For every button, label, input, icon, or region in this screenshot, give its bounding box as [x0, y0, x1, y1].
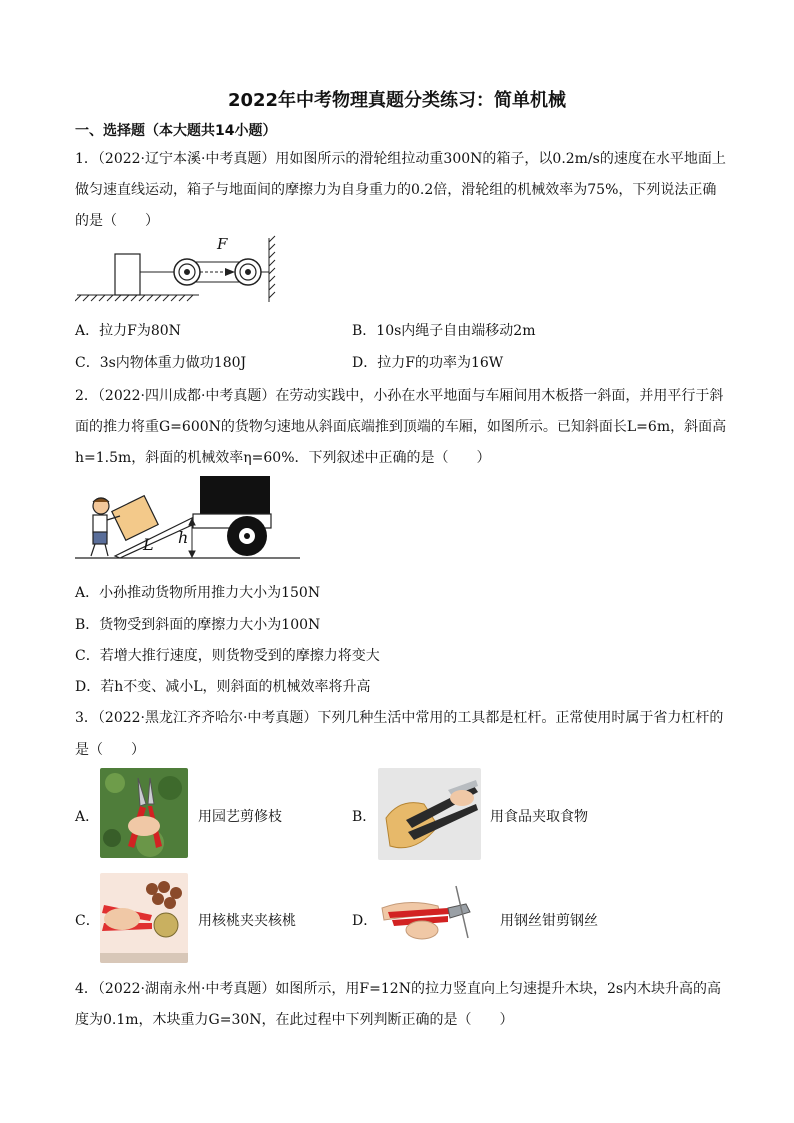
q3-line-2: 是（ ） [75, 742, 145, 758]
q1-line-3: 的是（ ） [75, 213, 159, 229]
q3-option-b-letter[interactable]: B． [352, 809, 377, 825]
garden-shears-image[interactable] [100, 768, 188, 858]
q1-line-1: 1．（2022·辽宁本溪·中考真题）用如图所示的滑轮组拉动重300N的箱子，以0.2m/s的速度在水平地面上 [75, 151, 726, 167]
incline-figure [75, 470, 305, 570]
section-heading: 一、选择题（本大题共14小题） [75, 123, 277, 139]
q2-option-d[interactable]: D．若h不变、减小L，则斜面的机械效率将升高 [75, 679, 371, 695]
q3-option-a-text: 用园艺剪修枝 [198, 809, 282, 825]
length-label: L [143, 535, 154, 554]
q2-option-a[interactable]: A．小孙推动货物所用推力大小为150N [75, 585, 321, 601]
q1-line-2: 做匀速直线运动，箱子与地面间的摩擦力为自身重力的0.2倍，滑轮组的机械效率为75%，下列说法正确 [75, 182, 717, 198]
truck [193, 476, 271, 556]
q1-option-b[interactable]: B．10s内绳子自由端移动2m [352, 323, 536, 339]
force-label: F [217, 235, 228, 253]
box [115, 254, 140, 295]
q3-option-d-text: 用钢丝钳剪钢丝 [500, 913, 598, 929]
person [91, 498, 120, 556]
q3-option-c-text: 用核桃夹夹核桃 [198, 913, 296, 929]
q1-option-c[interactable]: C．3s内物体重力做功180J [75, 355, 247, 371]
q2-line-3: h=1.5m，斜面的机械效率η=60%．下列叙述中正确的是（ ） [75, 450, 491, 466]
food-tongs-image[interactable] [378, 768, 481, 860]
q2-option-c[interactable]: C．若增大推行速度，则货物受到的摩擦力将变大 [75, 648, 380, 664]
fixed-pulley [235, 259, 261, 285]
q3-option-a-letter[interactable]: A． [75, 809, 100, 825]
q1-option-d[interactable]: D．拉力F的功率为16W [352, 355, 504, 371]
pulley-figure [75, 232, 285, 304]
cargo-box [112, 496, 158, 541]
q4-line-2: 度为0.1m，木块重力G=30N，在此过程中下列判断正确的是（ ） [75, 1012, 514, 1028]
ground-hatch [75, 295, 199, 301]
q3-line-1: 3．（2022·黑龙江齐齐哈尔·中考真题）下列几种生活中常用的工具都是杠杆。正常使用时属于省力杠杆的 [75, 710, 724, 726]
q3-option-d-letter[interactable]: D． [352, 913, 378, 929]
q3-option-b-text: 用食品夹取食物 [490, 809, 588, 825]
height-marker [189, 519, 195, 557]
q2-line-2: 面的推力将重G=600N的货物匀速地从斜面底端推到顶端的车厢，如图所示。已知斜面长L=6m，斜面高 [75, 419, 727, 435]
wall-hatch [269, 236, 275, 302]
q2-option-b[interactable]: B．货物受到斜面的摩擦力大小为100N [75, 617, 321, 633]
q3-option-c-letter[interactable]: C． [75, 913, 100, 929]
force-arrow [225, 268, 235, 276]
page-title: 2022年中考物理真题分类练习：简单机械 [227, 90, 567, 111]
q4-line-1: 4．（2022·湖南永州·中考真题）如图所示，用F=12N的拉力竖直向上匀速提升木块，2s内木块升高的高 [75, 981, 722, 997]
q2-line-1: 2．（2022·四川成都·中考真题）在劳动实践中，小孙在水平地面与车厢间用木板搭一斜面，并用平行于斜 [75, 388, 724, 404]
moving-pulley [174, 259, 200, 285]
q1-option-a[interactable]: A．拉力F为80N [75, 323, 181, 339]
height-label: h [178, 528, 189, 547]
wire-pliers-image[interactable] [378, 878, 490, 950]
nutcracker-image[interactable] [100, 873, 188, 963]
